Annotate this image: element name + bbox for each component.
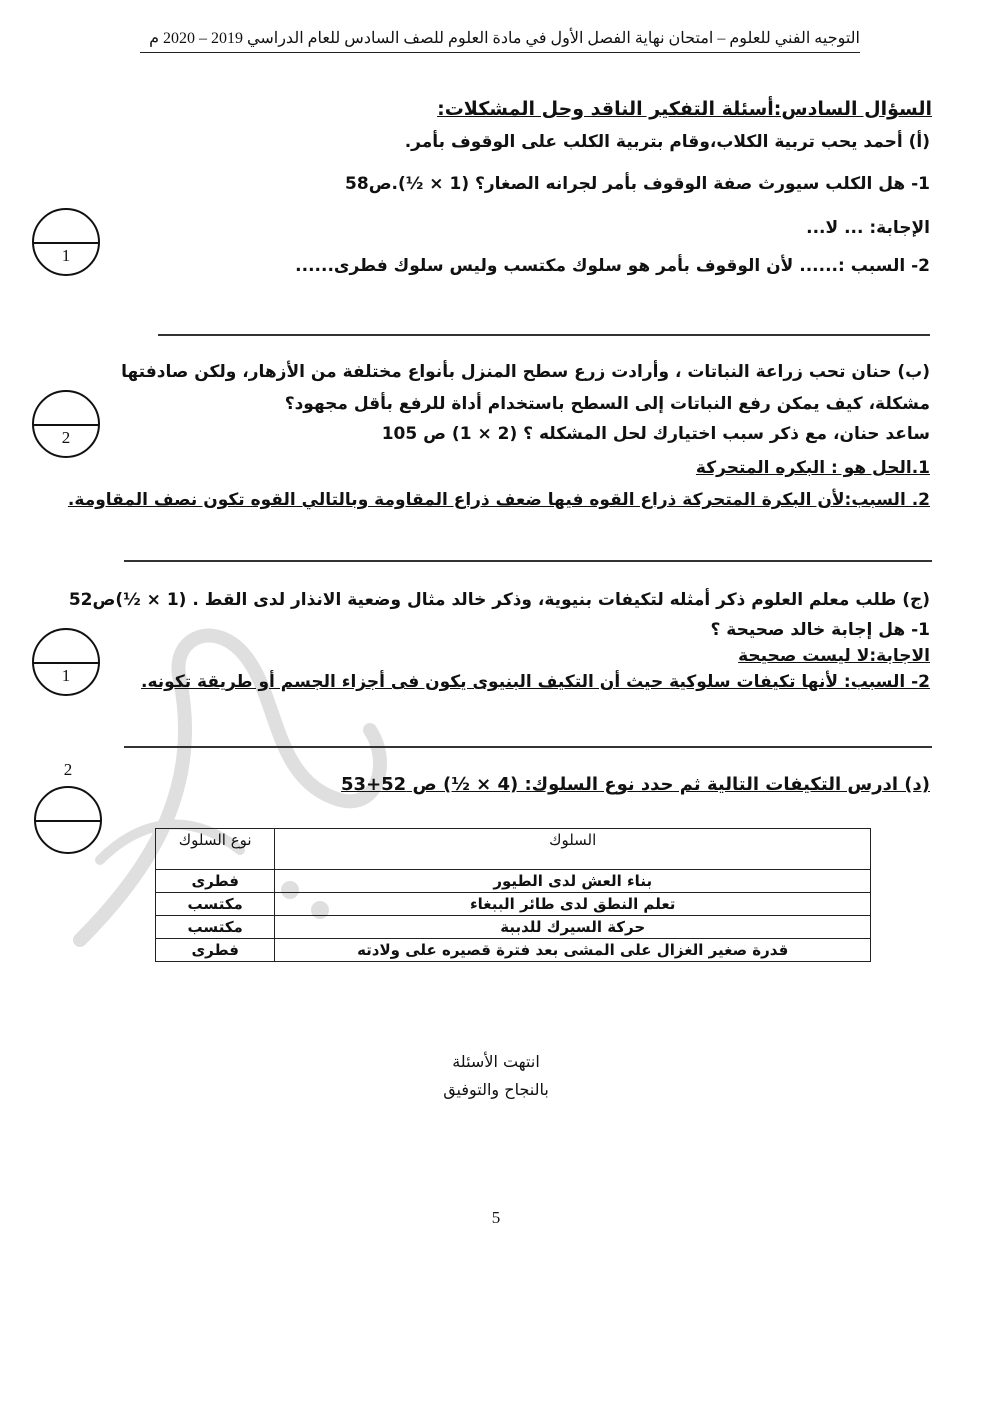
part-a-stem: (أ) أحمد يحب تربية الكلاب،وقام بتربية الكلب على الوقوف بأمر. (404, 132, 930, 152)
page-header: التوجيه الفني للعلوم – امتحان نهاية الفصل الأول في مادة العلوم للصف السادس للعام الدراسي 2019 – 2020 م (140, 28, 860, 53)
score-divider (34, 424, 98, 426)
part-c-question-1: 1- هل إجابة خالد صحيحة ؟ (710, 620, 930, 640)
part-c-answer: الاجابة:لا ليست صحيحة (738, 646, 930, 666)
type-cell: مكتسب (156, 916, 275, 939)
score-circle-c (32, 628, 100, 696)
type-cell: فطرى (156, 939, 275, 962)
table-row (156, 916, 871, 939)
part-c-stem: (ج) طلب معلم العلوم ذكر أمثله لتكيفات بنيوية، وذكر خالد مثال وضعية الانذار لدى القط . (1 × ½)ص52 (68, 590, 930, 610)
type-cell: مكتسب (156, 893, 275, 916)
part-c-reason: 2- السبب: لأنها تكيفات سلوكية حيث أن التكيف البنيوى يكون فى أجزاء الجسم أو طريقة تكونه. (141, 672, 930, 692)
section-divider (124, 560, 932, 562)
part-b-line-2: مشكلة، كيف يمكن رفع النباتات إلى السطح باستخدام أداة للرفع بأقل مجهود؟ (284, 394, 930, 414)
part-a-reason: 2- السبب :...... لأن الوقوف بأمر هو سلوك مكتسب وليس سلوك فطرى...... (295, 256, 930, 276)
part-b-line-3: ساعد حنان، مع ذكر سبب اختيارك لحل المشكله ؟ (2 × 1) ص 105 (381, 424, 930, 444)
column-header-behavior: السلوك (275, 829, 871, 870)
type-cell: فطرى (156, 870, 275, 893)
part-b-solution: 1.الحل هو : البكره المتحركة (695, 458, 930, 478)
score-circle-d (34, 760, 102, 854)
table-row (156, 893, 871, 916)
part-b-reason: 2. السبب:لأن البكرة المتحركة ذراع القوه فيها ضعف ذراع المقاومة وبالتالي القوه تكون نصف المقاومة. (67, 490, 930, 510)
score-value: 2 (61, 428, 71, 447)
score-value: 2 (63, 760, 73, 779)
score-value: 1 (61, 666, 71, 685)
behavior-cell: تعلم النطق لدى طائر الببغاء (275, 893, 871, 916)
table-row (156, 870, 871, 893)
closing-line-1: انتهت الأسئلة (452, 1052, 540, 1071)
score-circle-a (32, 208, 100, 276)
behavior-cell: حركة السيرك للدببة (275, 916, 871, 939)
part-d-stem: (د) ادرس التكيفات التالية ثم حدد نوع السلوك: (4 × ½) ص 52+53 (341, 774, 930, 795)
score-divider (34, 662, 98, 664)
section-divider (124, 746, 932, 748)
part-a-question-1: 1- هل الكلب سيورث صفة الوقوف بأمر لجرانه الصغار؟ (1 × ½).ص58 (345, 174, 930, 194)
part-a-answer: الإجابة: ... لا... (806, 218, 930, 238)
table-row (156, 939, 871, 962)
page-number: 5 (491, 1208, 501, 1227)
column-header-type: نوع السلوك (156, 829, 275, 870)
section-title: السؤال السادس:أسئلة التفكير الناقد وحل المشكلات: (437, 98, 932, 120)
score-divider (36, 820, 100, 822)
table-header-row (156, 829, 871, 870)
behavior-cell: بناء العش لدى الطيور (275, 870, 871, 893)
score-circle-b (32, 390, 100, 458)
behavior-table (155, 828, 871, 962)
closing-line-2: بالنجاح والتوفيق (443, 1080, 549, 1099)
score-value: 1 (61, 246, 71, 265)
behavior-cell: قدرة صغير الغزال على المشى بعد فترة قصيره على ولادته (275, 939, 871, 962)
section-divider (158, 334, 930, 336)
part-b-line-1: (ب) حنان تحب زراعة النباتات ، وأرادت زرع سطح المنزل بأنواع مختلفة من الأزهار، ولكن صادفتها (121, 362, 930, 382)
score-divider (34, 242, 98, 244)
